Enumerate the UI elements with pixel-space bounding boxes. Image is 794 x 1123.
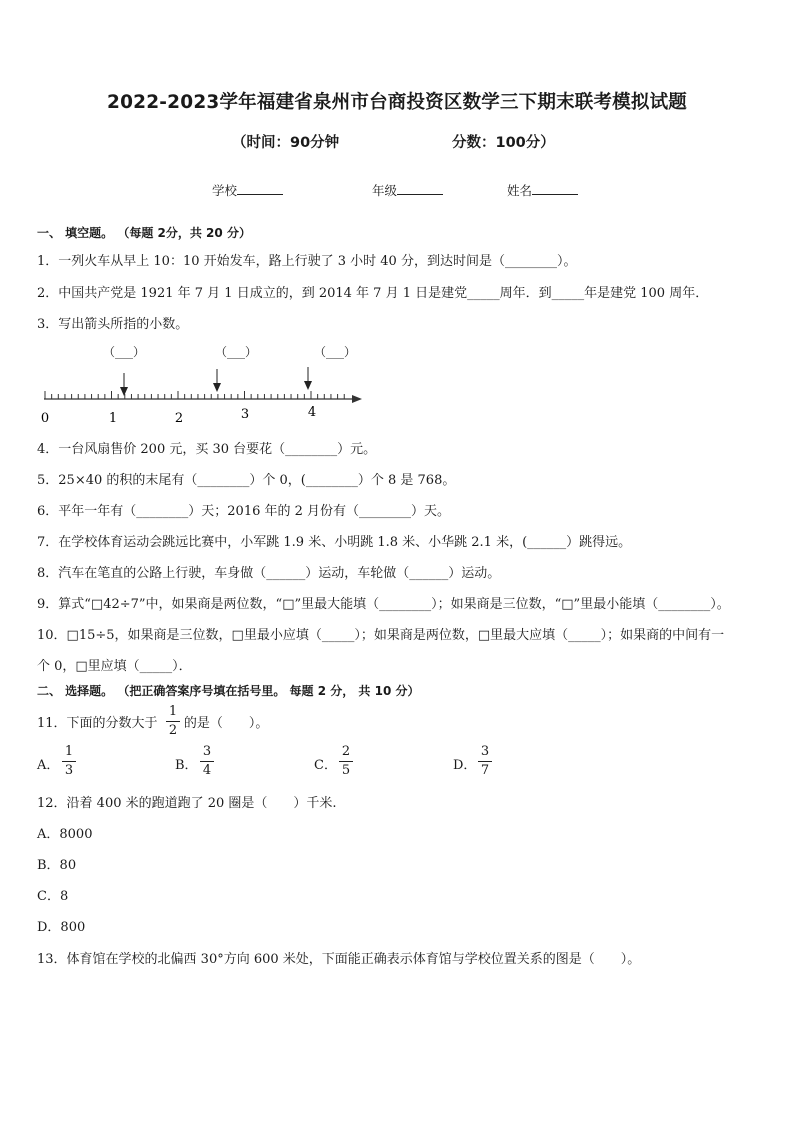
- question-12-option-d: D．800: [37, 920, 86, 935]
- name-field: [507, 181, 578, 199]
- question-11-post: 的是（ ）。: [183, 716, 269, 731]
- question-5: 5．25×40 的积的末尾有（________）个 0，(________）个 8 是 768。: [37, 473, 456, 488]
- question-4: 4．一台风扇售价 200 元，买 30 台要花（________）元。: [37, 442, 377, 457]
- question-10-line-2: 个 0，□里应填（_____）．: [37, 659, 192, 674]
- name-label: 姓名: [507, 183, 533, 198]
- question-12: 12．沿着 400 米的跑道跑了 20 圈是（ ）千米.: [37, 796, 337, 811]
- option-a-label: A．: [37, 758, 60, 773]
- question-13: 13．体育馆在学校的北偏西 30°方向 600 米处，下面能正确表示体育馆与学校位置关系的图是（ ）。: [37, 952, 641, 967]
- section-2-heading: 二、 选择题。 （把正确答案序号填在括号里。 每题 2 分， 共 10 分）: [37, 684, 420, 698]
- option-c-label: C．: [314, 758, 337, 773]
- question-11-pre: 11．下面的分数大于: [37, 716, 158, 731]
- question-3: 3．写出箭头所指的小数。: [37, 317, 189, 332]
- school-blank[interactable]: [237, 182, 283, 195]
- page-title: 2022-2023学年福建省泉州市台商投资区数学三下期末联考模拟试题: [107, 92, 687, 113]
- numberline-blank-1: （___）: [103, 345, 146, 359]
- question-1: 1．一列火车从早上 10：10 开始发车，路上行驶了 3 小时 40 分，到达时间是（________）。: [37, 254, 577, 269]
- down-arrow-3-icon: [304, 367, 312, 390]
- number-line-figure: [0, 355, 794, 435]
- grade-blank[interactable]: [397, 182, 443, 195]
- tick-label-0: 0: [40, 411, 50, 426]
- exam-score: 分数：100分）: [452, 135, 555, 151]
- option-b-label: B．: [175, 758, 198, 773]
- option-d-label: D．: [453, 758, 477, 773]
- down-arrow-2-icon: [213, 369, 221, 392]
- name-blank[interactable]: [532, 182, 578, 195]
- question-12-option-b: B．80: [37, 858, 77, 873]
- question-12-option-c: C．8: [37, 889, 69, 904]
- school-field: [212, 181, 283, 199]
- question-8: 8．汽车在笔直的公路上行驶，车身做（______）运动，车轮做（______）运动。: [37, 566, 501, 581]
- option-c-fraction: 2 5: [339, 744, 353, 779]
- question-9: 9．算式“□42÷7”中，如果商是两位数，“□”里最大能填（________）；如果商是三位数，“□”里最小能填（________）。: [37, 597, 730, 612]
- option-a-fraction: 1 3: [62, 744, 76, 779]
- numberline-blank-2: （___）: [215, 345, 258, 359]
- fraction-one-half: 1 2: [166, 704, 180, 739]
- number-line-arrowhead: [352, 395, 362, 403]
- question-11: [37, 712, 268, 731]
- question-6: 6．平年一年有（________）天；2016 年的 2 月份有（________）天。: [37, 504, 451, 519]
- question-12-option-a: A．8000: [37, 827, 93, 842]
- question-2: 2．中国共产党是 1921 年 7 月 1 日成立的，到 2014 年 7 月 1 日是建党_____周年．到_____年是建党 100 周年．: [37, 286, 709, 301]
- grade-field: [372, 181, 443, 199]
- question-10-line-1: 10．□15÷5，如果商是三位数，□里最小应填（_____）；如果商是两位数，□里最大应填（_____）；如果商的中间有一: [37, 628, 725, 643]
- tick-label-1: 1: [108, 411, 118, 426]
- tick-label-3: 3: [240, 407, 250, 422]
- tick-label-4: 4: [307, 405, 317, 420]
- grade-label: 年级: [372, 183, 398, 198]
- exam-time: （时间：90分钟: [232, 135, 340, 151]
- question-7: 7．在学校体育运动会跳远比赛中，小军跳 1.9 米、小明跳 1.8 米、小华跳 2.1 米，(______）跳得远。: [37, 535, 632, 550]
- school-label: 学校: [212, 183, 238, 198]
- numberline-blank-3: （___）: [314, 345, 357, 359]
- tick-label-2: 2: [174, 411, 184, 426]
- option-b-fraction: 3 4: [200, 744, 214, 779]
- section-1-heading: 一、 填空题。 （每题 2分，共 20 分）: [37, 226, 251, 240]
- option-d-fraction: 3 7: [478, 744, 492, 779]
- down-arrow-1-icon: [120, 373, 128, 396]
